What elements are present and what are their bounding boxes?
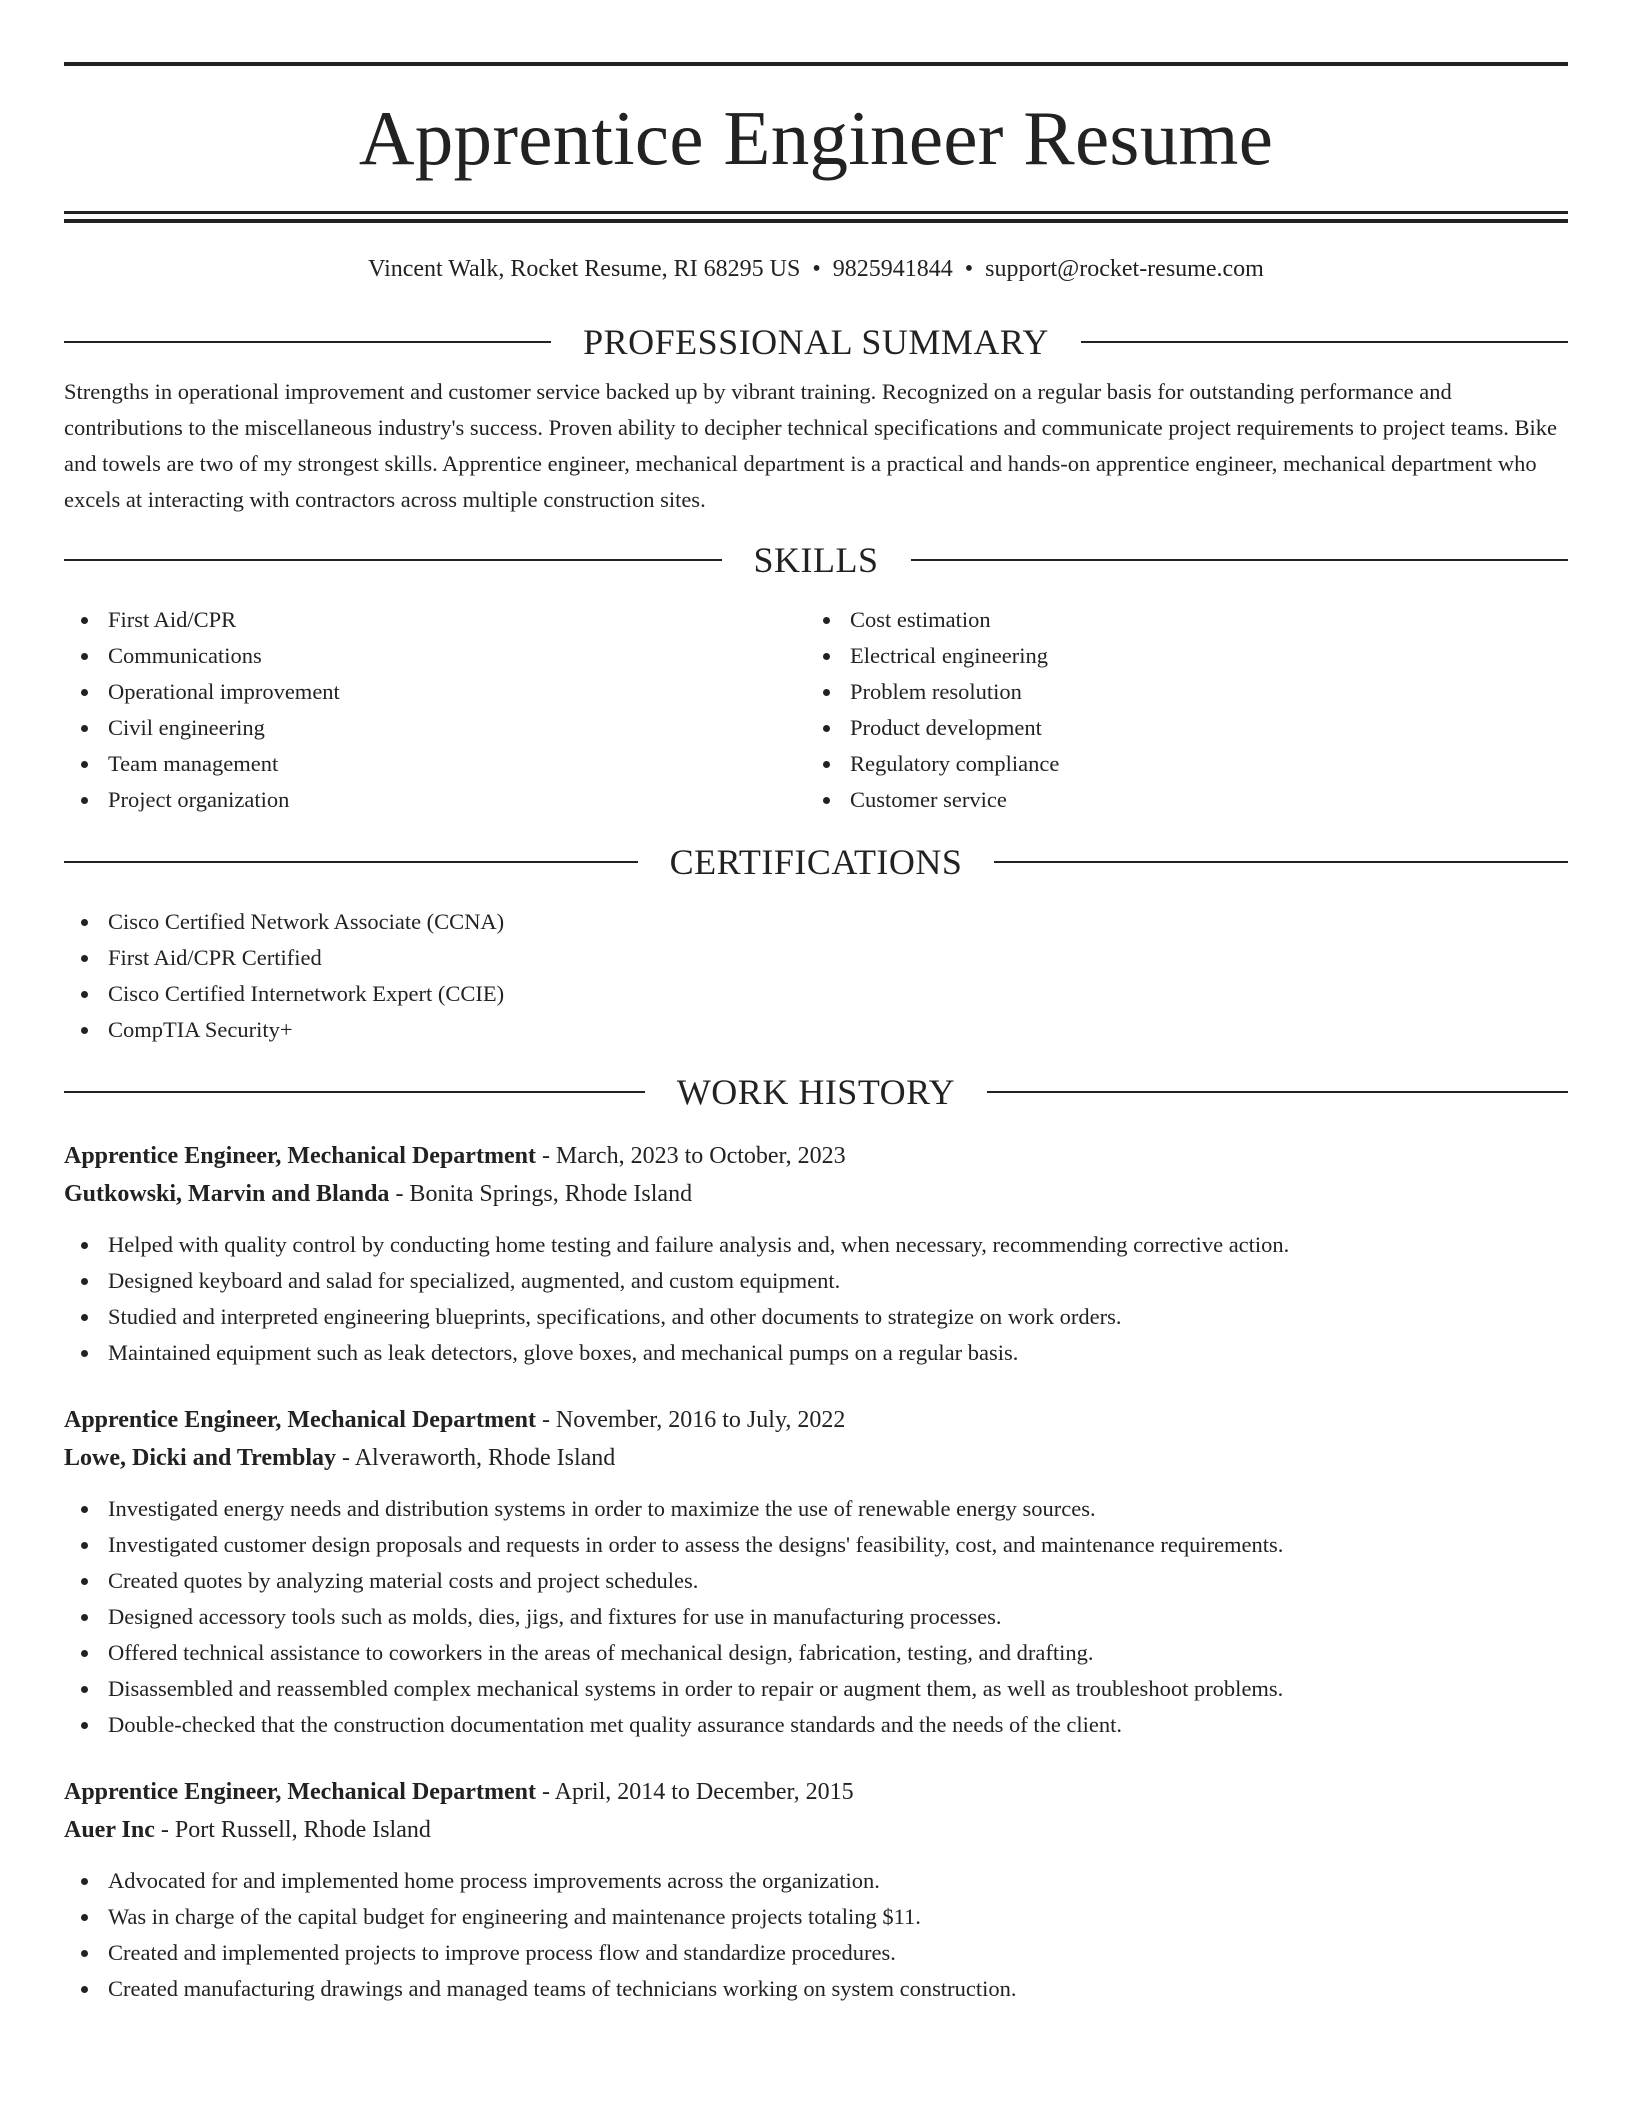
- job-bullet: Investigated customer design proposals and requests in order to assess the designs' feasibility, cost, and maintenance requirements.: [64, 1527, 1568, 1563]
- skill-item: Communications: [64, 638, 806, 674]
- heading-rule: [987, 1091, 1568, 1093]
- job-bullet: Designed keyboard and salad for specialized, augmented, and custom equipment.: [64, 1263, 1568, 1299]
- top-rule: [64, 62, 1568, 66]
- section-heading-work-history: [64, 1074, 1568, 1110]
- job-bullet: Created manufacturing drawings and managed teams of technicians working on system construction.: [64, 1971, 1568, 2007]
- job-company: Gutkowski, Marvin and Blanda: [64, 1181, 390, 1207]
- heading-rule: [64, 1091, 645, 1093]
- certifications-list: [64, 904, 1568, 1048]
- heading-rule: [64, 861, 638, 863]
- job-title: Apprentice Engineer, Mechanical Department: [64, 1779, 536, 1805]
- job-bullets: [64, 1491, 1568, 1743]
- contact-line: [64, 257, 1568, 281]
- skill-item: Product development: [806, 710, 1548, 746]
- skill-item: First Aid/CPR: [64, 602, 806, 638]
- job-title: Apprentice Engineer, Mechanical Department: [64, 1407, 536, 1433]
- heading-rule: [994, 861, 1568, 863]
- job-title-line: [64, 1137, 1568, 1175]
- job-location: - Port Russell, Rhode Island: [154, 1817, 431, 1843]
- job-company: Lowe, Dicki and Tremblay: [64, 1445, 337, 1471]
- section-title-skills: SKILLS: [753, 540, 879, 580]
- job-bullet: Studied and interpreted engineering blueprints, specifications, and other documents to strategize on work orders.: [64, 1299, 1568, 1335]
- summary-paragraph: Strengths in operational improvement and customer service backed up by vibrant training. Recognized on a regular basis for outstanding performance and contributions to the miscellaneous industry's success. Proven ability to decipher technical specifications and communicate project requirements to project teams. Bike and towels are two of my strongest skills. Apprentice engineer, mechanical department is a practical and hands-on apprentice engineer, mechanical department who excels at interacting with contractors across multiple construction sites.: [64, 379, 1558, 512]
- job-company: Auer Inc: [64, 1817, 155, 1843]
- job-bullet: Designed accessory tools such as molds, dies, jigs, and fixtures for use in manufacturing processes.: [64, 1599, 1568, 1635]
- heading-rule: [64, 341, 551, 343]
- contact-phone: 9825941844: [832, 256, 953, 282]
- skill-item: Regulatory compliance: [806, 746, 1548, 782]
- job-bullet: Maintained equipment such as leak detectors, glove boxes, and mechanical pumps on a regular basis.: [64, 1335, 1568, 1371]
- skill-item: Electrical engineering: [806, 638, 1548, 674]
- section-title-work-history: WORK HISTORY: [676, 1072, 956, 1112]
- skill-item: Cost estimation: [806, 602, 1548, 638]
- job-bullets: [64, 1863, 1568, 2007]
- skill-item: Civil engineering: [64, 710, 806, 746]
- title-double-rule: [64, 211, 1568, 223]
- certification-item: CompTIA Security+: [64, 1012, 1568, 1048]
- job-bullet: Offered technical assistance to coworkers in the areas of mechanical design, fabrication, testing, and drafting.: [64, 1635, 1568, 1671]
- contact-separator: •: [964, 256, 974, 282]
- certification-item: Cisco Certified Internetwork Expert (CCIE): [64, 976, 1568, 1012]
- skill-item: Customer service: [806, 782, 1548, 818]
- skill-item: Problem resolution: [806, 674, 1548, 710]
- skill-item: Project organization: [64, 782, 806, 818]
- contact-separator: •: [812, 256, 821, 282]
- skills-column-right: [806, 602, 1548, 818]
- job-entry: [64, 1773, 1568, 2007]
- job-company-line: [64, 1439, 1568, 1477]
- job-title-line: [64, 1401, 1568, 1439]
- job-bullet: Was in charge of the capital budget for engineering and maintenance projects totaling $11.: [64, 1899, 1568, 1935]
- heading-rule: [1081, 341, 1568, 343]
- page-title: Apprentice Engineer Resume: [358, 95, 1274, 181]
- job-entry: [64, 1137, 1568, 1371]
- job-dates: - November, 2016 to July, 2022: [535, 1407, 846, 1433]
- job-bullet: Disassembled and reassembled complex mechanical systems in order to repair or augment them, as well as troubleshoot problems.: [64, 1671, 1568, 1707]
- job-location: - Alveraworth, Rhode Island: [336, 1445, 616, 1471]
- section-title-summary: PROFESSIONAL SUMMARY: [583, 322, 1049, 362]
- contact-address: Vincent Walk, Rocket Resume, RI 68295 US: [368, 256, 801, 282]
- job-entry: [64, 1401, 1568, 1743]
- skill-item: Operational improvement: [64, 674, 806, 710]
- heading-rule: [911, 559, 1569, 561]
- job-bullet: Double-checked that the construction documentation met quality assurance standards and the needs of the client.: [64, 1707, 1568, 1743]
- skill-item: Team management: [64, 746, 806, 782]
- job-dates: - April, 2014 to December, 2015: [535, 1779, 854, 1805]
- job-dates: - March, 2023 to October, 2023: [535, 1143, 846, 1169]
- job-bullet: Advocated for and implemented home process improvements across the organization.: [64, 1863, 1568, 1899]
- job-bullet: Investigated energy needs and distribution systems in order to maximize the use of renewable energy sources.: [64, 1491, 1568, 1527]
- job-company-line: [64, 1811, 1568, 1849]
- job-bullet: Created quotes by analyzing material costs and project schedules.: [64, 1563, 1568, 1599]
- skills-list: [64, 602, 1568, 818]
- section-heading-certifications: [64, 844, 1568, 880]
- section-heading-summary: [64, 324, 1568, 360]
- job-title: Apprentice Engineer, Mechanical Department: [64, 1143, 536, 1169]
- job-bullet: Helped with quality control by conducting home testing and failure analysis and, when necessary, recommending corrective action.: [64, 1227, 1568, 1263]
- job-title-line: [64, 1773, 1568, 1811]
- heading-rule: [64, 559, 722, 561]
- job-bullets: [64, 1227, 1568, 1371]
- job-location: - Bonita Springs, Rhode Island: [389, 1181, 693, 1207]
- job-company-line: [64, 1175, 1568, 1213]
- job-bullet: Created and implemented projects to improve process flow and standardize procedures.: [64, 1935, 1568, 1971]
- section-title-certifications: CERTIFICATIONS: [669, 842, 963, 882]
- contact-email: support@rocket-resume.com: [985, 256, 1264, 282]
- skills-column-left: [64, 602, 806, 818]
- section-heading-skills: [64, 542, 1568, 578]
- certification-item: First Aid/CPR Certified: [64, 940, 1568, 976]
- certification-item: Cisco Certified Network Associate (CCNA): [64, 904, 1568, 940]
